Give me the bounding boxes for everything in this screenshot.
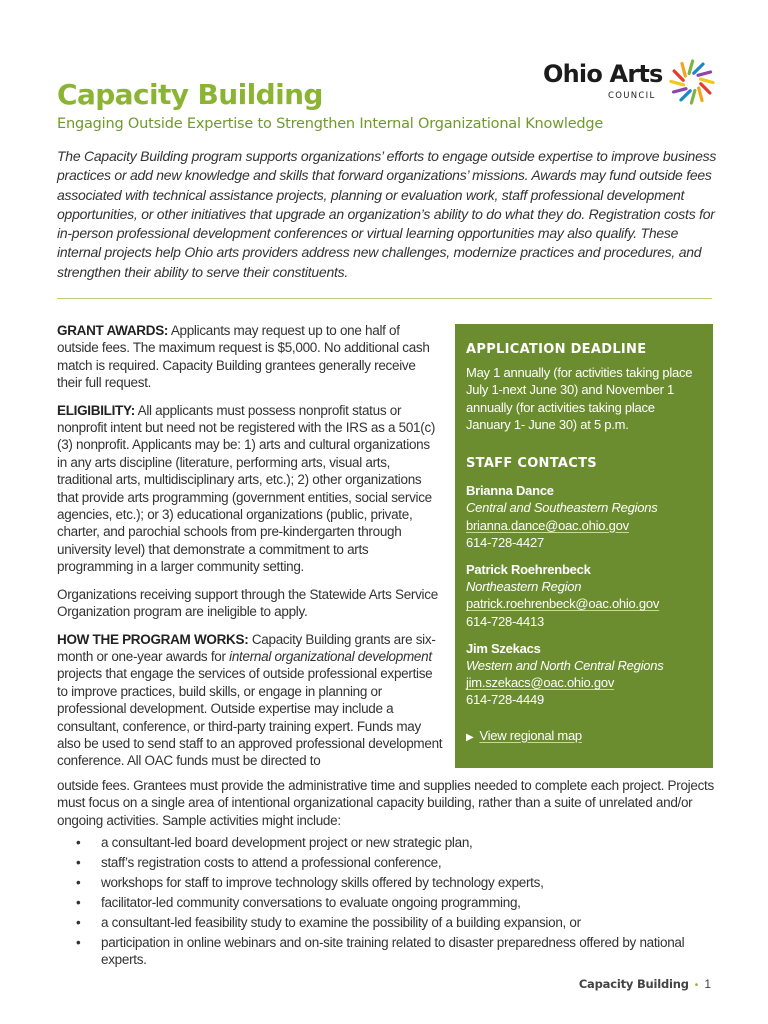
how-it-works-paragraph	[57, 631, 443, 770]
grant-awards-text: Applicants may request up to one half of outside fees. The maximum request is $5,000. No additional cash match is required. Capacity Building grantees generally receive their full request.	[57, 323, 430, 391]
logo-burst-stroke	[689, 61, 693, 74]
how-it-works-text-b: projects that engage the services of outside professional expertise to improve practices, build skills, or engage in planning or professional development. Outside expertise may include a consultant, conference, or third-party training expert. Funds may also be used to send staff to an approved professional development conference. All OAC funds must be directed to	[57, 666, 443, 769]
section-divider	[57, 298, 712, 299]
ineligible-paragraph: Organizations receiving support through the Statewide Arts Service Organization program are ineligible to apply.	[57, 586, 438, 620]
info-sidebar	[455, 324, 713, 768]
page-footer	[579, 977, 711, 991]
contact-card	[466, 561, 702, 630]
contact-phone: 614-728-4427	[466, 534, 544, 550]
contact-name: Patrick Roehrenbeck	[466, 562, 591, 578]
logo-burst-stroke	[671, 81, 684, 85]
list-item: • workshops for staff to improve technology skills offered by technology experts,	[57, 874, 717, 891]
eligibility-paragraph	[57, 402, 443, 576]
how-it-works-text-a: Capacity Building grants are six-month or one-year awards for	[57, 631, 436, 664]
contacts-heading: STAFF CONTACTS	[466, 456, 597, 472]
activity-list	[57, 834, 717, 971]
eligibility-label: ELIGIBILITY:	[57, 402, 135, 418]
logo-wordmark: Ohio Arts	[543, 60, 663, 88]
contact-card	[466, 640, 702, 709]
how-it-works-label: HOW THE PROGRAM WORKS:	[57, 631, 249, 647]
contact-name: Brianna Dance	[466, 483, 554, 499]
list-item: • participation in online webinars and on-site training related to disaster preparedness offered by national experts.	[57, 934, 717, 969]
deadline-text: May 1 annually (for activities taking place July 1-next June 30) and November 1 annually (for activities taking place January 1- June 30) at 5 p.m.	[466, 365, 693, 432]
contact-region: Northeastern Region	[466, 579, 582, 595]
logo-burst-stroke	[681, 91, 690, 100]
how-it-works-emphasis: internal organizational development	[229, 648, 432, 664]
logo-burst-stroke	[674, 71, 683, 80]
page-title: Capacity Building	[57, 78, 323, 111]
footer-title: Capacity Building	[578, 977, 689, 991]
contact-email-link[interactable]: jim.szekacs@oac.ohio.gov	[466, 675, 615, 691]
list-item: • staff’s registration costs to attend a professional conference,	[57, 854, 717, 871]
page-number: 1	[704, 977, 711, 991]
contact-name: Jim Szekacs	[466, 640, 541, 656]
footer-separator: •	[694, 980, 699, 991]
list-item: • facilitator-led community conversations to evaluate ongoing programming,	[57, 894, 717, 911]
contact-phone: 614-728-4413	[466, 613, 544, 629]
logo-burst-stroke	[698, 72, 711, 75]
logo-burst-stroke	[699, 88, 702, 101]
regional-map-link[interactable]	[466, 727, 702, 746]
contact-email-link[interactable]: patrick.roehrenbeck@oac.ohio.gov	[466, 596, 660, 612]
grant-awards-paragraph	[57, 322, 443, 392]
logo-burst-stroke	[694, 64, 703, 73]
list-item: • a consultant-led board development project or new strategic plan,	[57, 834, 717, 851]
logo-burst-stroke	[701, 79, 714, 83]
logo-burst-icon	[668, 58, 716, 106]
contact-card	[466, 482, 702, 551]
eligibility-text: All applicants must possess nonprofit status or nonprofit intent but need not be registered with the IRS as a 501(c)(3) nonprofit. Applicants may be: 1) arts and cultural organizations in any arts discipline (literature, performing arts, visual arts, traditional arts, multidisciplinary arts, etc.); 2) other organizations that provide arts programming (government entities, social service agencies, etc.); or 3) educational organizations (public, private, charter, and parochial schools from pre-kindergarten through university level) that demonstrate a commitment to arts programming in a larger community setting.	[57, 402, 436, 575]
intro-paragraph: The Capacity Building program supports organizations’ efforts to engage outside expertise to improve business practices or add new knowledge and skills that forward organizations’ missions. Awards may fund outside fees associated with technical assistance projects, planning or evaluation work, staff professional development opportunities, or other initiatives that upgrade an organization’s ability to do what they do. Registration costs for in-person professional development conferences or virtual learning opportunities may also qualify. These internal projects help Ohio arts providers address new challenges, modernize practices and procedures, and strengthen their ability to serve their constituents.	[57, 148, 717, 280]
continuation-paragraph: outside fees. Grantees must provide the administrative time and supplies needed to complete each project. Projects must focus on a single area of intentional organizational capacity building, rather than a suite of unrelated and/or ongoing activities. Sample activities might include:	[57, 778, 714, 828]
list-item: • a consultant-led feasibility study to examine the possibility of a building expansion, or	[57, 914, 717, 931]
logo-burst-stroke	[682, 64, 685, 77]
ohio-arts-council-logo	[540, 58, 720, 110]
contact-region: Central and Southeastern Regions	[466, 500, 658, 516]
contact-region: Western and North Central Regions	[466, 658, 664, 674]
contact-email-link[interactable]: brianna.dance@oac.ohio.gov	[466, 517, 629, 533]
logo-burst-stroke	[701, 84, 710, 93]
logo-burst-stroke	[691, 91, 695, 104]
body-column	[57, 322, 443, 780]
deadline-heading: APPLICATION DEADLINE	[466, 342, 647, 357]
logo-subtitle: COUNCIL	[608, 91, 656, 101]
regional-map-label: View regional map	[479, 727, 582, 743]
page-subtitle: Engaging Outside Expertise to Strengthen Internal Organizational Knowledge	[57, 116, 604, 132]
logo-burst-stroke	[674, 89, 687, 92]
contact-phone: 614-728-4449	[466, 692, 544, 708]
play-triangle-icon: ▶	[466, 731, 474, 743]
grant-awards-label: GRANT AWARDS:	[57, 323, 169, 338]
